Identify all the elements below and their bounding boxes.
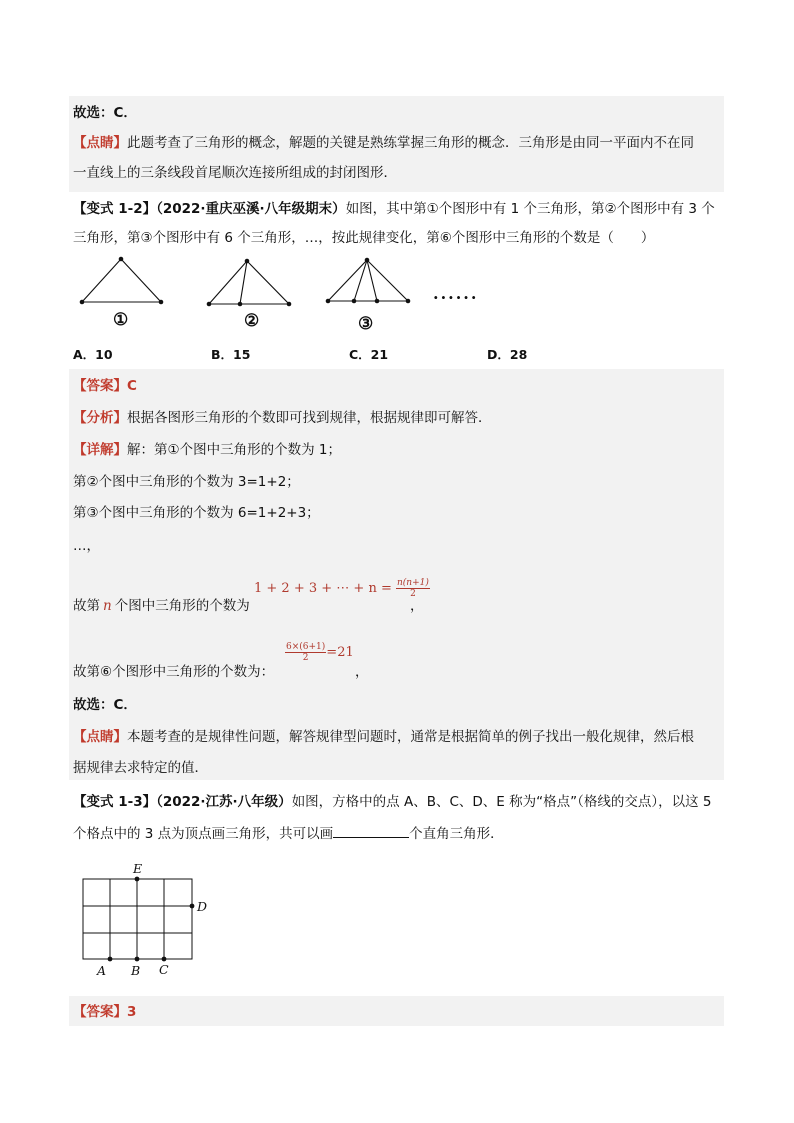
formula-2-comma: ， [355, 664, 369, 680]
formula-2-numerator: 6×(6+1) [286, 642, 326, 652]
grid-point-d [190, 904, 195, 909]
triangle-figure-1 [82, 259, 161, 302]
triangle-figure-2 [209, 261, 289, 304]
point-label-c: C [159, 962, 169, 977]
answer-label: 【答案】 [73, 378, 127, 394]
triangle-figure-3 [328, 260, 408, 301]
question-header-2 [73, 792, 712, 812]
analysis-line [73, 408, 492, 428]
triangle-figure-3-inner-1 [354, 260, 367, 301]
comment-label-2: 【点睛】 [73, 729, 127, 745]
answer-band-2 [69, 369, 724, 780]
comment-line-4: 据规律去求特定的值． [73, 760, 208, 776]
choose-line-2: 故选：C． [73, 697, 137, 713]
figure-label-1: ① [113, 310, 129, 330]
answer-line-2 [73, 1002, 136, 1022]
question-header [73, 199, 715, 219]
question-text-2: 三角形，第③个图形中有 6 个三角形，…，按此规律变化，第⑥个图形中三角形的个数是（ ） [73, 230, 655, 246]
grid-point-e [135, 877, 140, 882]
answer-value-2: 3 [127, 1004, 137, 1020]
comment-line [73, 133, 694, 153]
detail-line-4: …， [73, 538, 100, 554]
comment-label: 【点睛】 [73, 135, 127, 151]
formula-2-result: =21 [326, 645, 354, 660]
detail-line-6: 故第⑥个图形中三角形的个数为： [73, 664, 275, 680]
option-a: A．10 [73, 347, 113, 362]
option-b: B．15 [211, 347, 251, 362]
option-d: D．28 [487, 347, 528, 362]
formula-1-numerator: n(n+1) [396, 578, 429, 588]
answer-line [73, 376, 137, 396]
formula-2-fraction [285, 642, 326, 663]
detail-line-3: 第③个图中三角形的个数为 6=1+2+3； [73, 505, 320, 521]
formula-2-denominator: 2 [302, 653, 309, 663]
question-text-4-post: 个直角三角形． [409, 826, 504, 842]
point-label-d: D [197, 899, 208, 914]
detail-line-1 [73, 440, 341, 460]
formula-1-main: 1 + 2 + 3 + ⋯ + n = [254, 581, 392, 596]
detail-line-2: 第②个图中三角形的个数为 3=1+2； [73, 474, 300, 490]
detail-label: 【详解】 [73, 442, 127, 458]
variable-n: n [103, 598, 112, 614]
point-label-e: E [133, 861, 143, 876]
answer-label-2: 【答案】 [73, 1004, 127, 1020]
answer-band-3 [69, 996, 724, 1026]
formula-1 [254, 578, 430, 599]
formula-1-comma: ， [410, 598, 424, 614]
comment-text-2: 本题考查的是规律性问题，解答规律型问题时，通常是根据简单的例子找出一般化规律，然后根 [127, 729, 694, 745]
comment-text: 此题考查了三角形的概念，解题的关键是熟练掌握三角形的概念．三角形是由同一平面内不在同 [127, 135, 694, 151]
question-source: （2022·重庆巫溪·八年级期末） [156, 201, 346, 217]
answer-blank [333, 824, 409, 838]
triangle-figure-2-inner [240, 261, 247, 304]
grid-point-a [108, 957, 113, 962]
point-label-b: B [131, 963, 141, 978]
question-text-4 [73, 824, 504, 844]
formula-2 [285, 642, 354, 663]
comment-line-2: 一直线上的三条线段首尾顺次连接所组成的封闭图形． [73, 165, 397, 181]
question-text-3: 如图，方格中的点 A、B、C、D、E 称为“格点”（格线的交点），以这 5 [291, 794, 712, 810]
analysis-text: 根据各图形三角形的个数即可找到规律，根据规律即可解答． [127, 410, 492, 426]
question-label: 【变式 1-2】 [73, 201, 157, 217]
analysis-label: 【分析】 [73, 410, 127, 426]
figure-label-2: ② [244, 311, 260, 331]
question-label-2: 【变式 1-3】 [73, 794, 157, 810]
question-text: 如图，其中第①个图形中有 1 个三角形，第②个图形中有 3 个 [345, 201, 715, 217]
answer-value: C [127, 378, 137, 394]
question-text-4-pre: 个格点中的 3 点为顶点画三角形，共可以画 [73, 826, 334, 842]
question-source-2: （2022·江苏·八年级） [156, 794, 292, 810]
grid-figure [83, 879, 192, 959]
comment-line-3 [73, 727, 694, 747]
grid-point-c [162, 957, 167, 962]
grid-point-b [135, 957, 140, 962]
figure-label-3: ③ [358, 314, 374, 334]
option-c: C．21 [349, 347, 389, 362]
detail-line-5 [73, 596, 250, 616]
choose-line: 故选：C． [73, 105, 137, 121]
formula-1-denominator: 2 [410, 589, 416, 599]
detail-text-5-pre: 故第 [73, 598, 100, 614]
continuation-dots: ······ [433, 288, 479, 307]
detail-text-5-post: 个图中三角形的个数为 [114, 598, 250, 614]
detail-text-1: 解：第①个图中三角形的个数为 1； [127, 442, 341, 458]
point-label-a: A [97, 963, 107, 978]
triangle-figure-3-inner-2 [367, 260, 377, 301]
